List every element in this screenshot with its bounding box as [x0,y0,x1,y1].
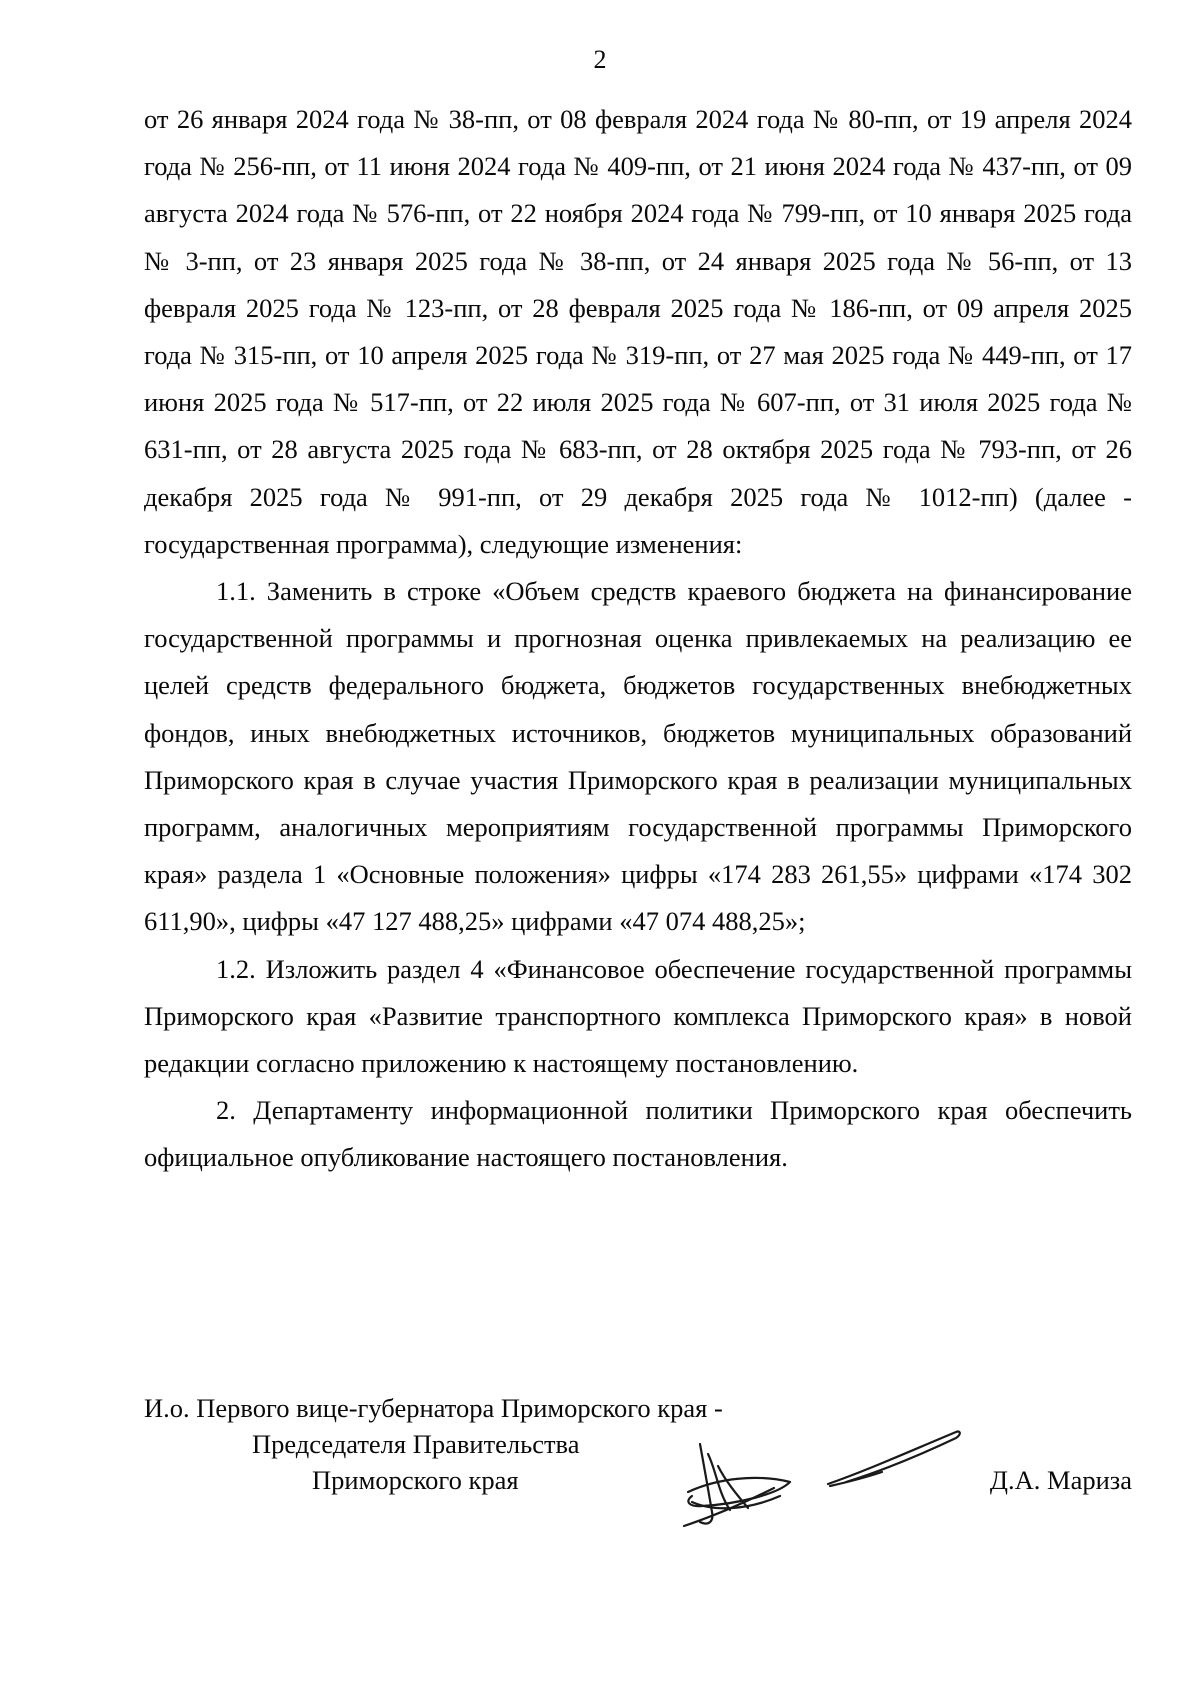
paragraph-item-1-2: 1.2. Изложить раздел 4 «Финансовое обеспечение государственной программы Приморского края «Развитие транспортного комплекса Приморского края» в новой редакции согласно приложению к настоящему постановлению. [144,953,1132,1079]
signatory-title-line-1: И.о. Первого вице-губернатора Приморского края - [144,1393,723,1423]
paragraph-amendment-list: от 26 января 2024 года № 38-пп, от 08 февраля 2024 года № 80-пп, от 19 апреля 2024 года № 256-пп, от 11 июня 2024 года № 409-пп, от 21 июня 2024 года № 437-пп, от 09 августа 2024 года № 576-пп, от 22 ноября 2024 года № 799-пп, от 10 января 2025 года № 3-пп, от 23 января 2025 года № 38-пп, от 24 января 2025 года № 56-пп, от 13 февраля 2025 года № 123-пп, от 28 февраля 2025 года № 186-пп, от 09 апреля 2025 года № 315-пп, от 10 апреля 2025 года № 319-пп, от 27 мая 2025 года № 449-пп, от 17 июня 2025 года № 517-пп, от 22 июля 2025 года № 607-пп, от 31 июля 2025 года № 631-пп, от 28 августа 2025 года № 683-пп, от 28 октября 2025 года № 793-пп, от 26 декабря 2025 года № 991-пп, от 29 декабря 2025 года № 1012-пп) (далее - государственная программа), следующие изменения: [144,104,1132,559]
paragraph-item-1-1: 1.1. Заменить в строке «Объем средств краевого бюджета на финансирование государственной программы и прогнозная оценка привлекаемых на реализацию ее целей средств федерального бюджета, бюджетов государственных внебюджетных фондов, иных внебюджетных источников, бюджетов муниципальных образований Приморского края в случае участия Приморского края в реализации муниципальных программ, аналогичных мероприятиям государственной программы Приморского края» раздела 1 «Основные положения» цифры «174 283 261,55» цифрами «174 302 611,90», цифры «47 127 488,25» цифрами «47 074 488,25»; [144,576,1132,937]
signatory-title-line-2: Председателя Правительства [252,1429,580,1459]
page-number: 2 [593,45,607,74]
signatory-title-line-3: Приморского края [312,1465,519,1495]
handwritten-signature [678,1426,968,1536]
signature-block [144,1390,1132,1550]
document-body [144,96,1132,1182]
signatory-name: Д.А. Мариза [989,1465,1132,1495]
paragraph-item-2: 2. Департаменту информационной политики Приморского края обеспечить официальное опубликование настоящего постановления. [144,1095,1132,1173]
